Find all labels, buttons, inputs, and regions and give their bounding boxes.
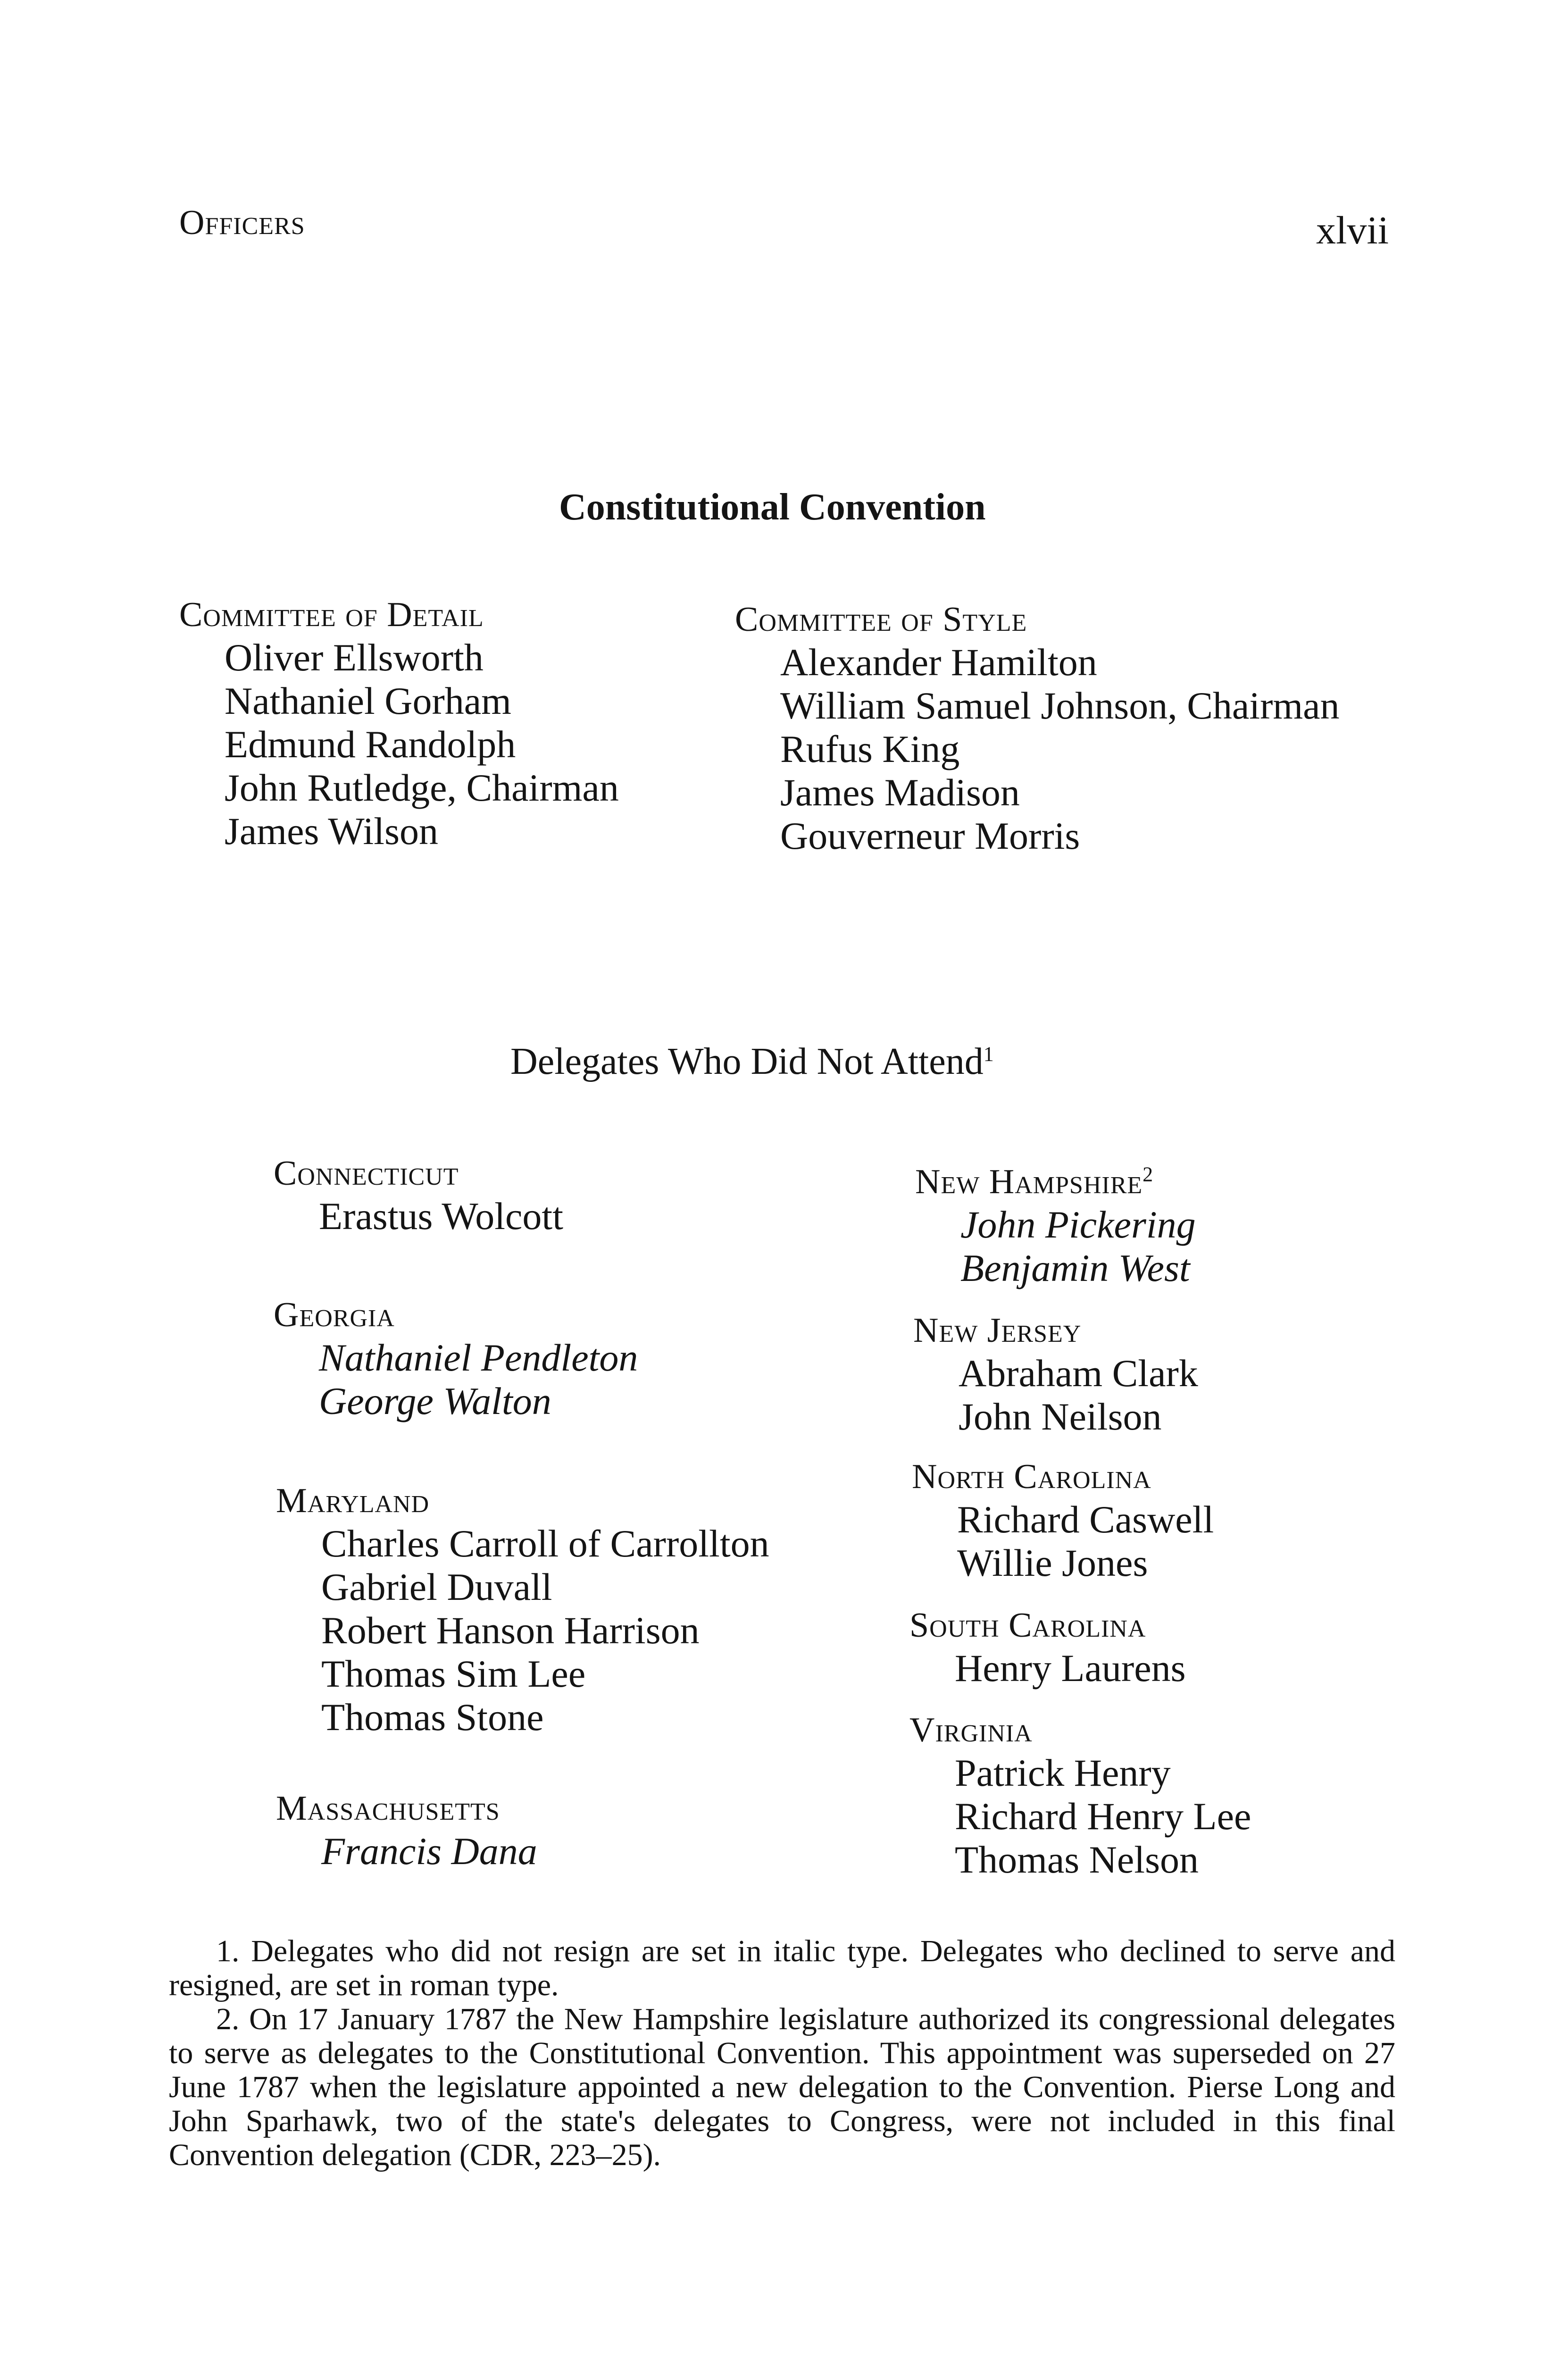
state-heading — [909, 1604, 1186, 1647]
state-block — [909, 1604, 1186, 1690]
delegate-name: John Neilson — [959, 1395, 1162, 1438]
committee-heading: Committee of Detail — [179, 595, 484, 634]
delegates-title-text: Delegates Who Did Not Attend — [510, 1041, 984, 1082]
delegate-name: Francis Dana — [321, 1830, 537, 1873]
committee-member: James Wilson — [225, 810, 439, 853]
delegate-list — [913, 1352, 1198, 1439]
delegate-name: Henry Laurens — [955, 1647, 1186, 1690]
delegate-name: Patrick Henry — [955, 1751, 1171, 1794]
footnotes — [169, 1934, 1395, 2172]
section-title: Constitutional Convention — [559, 486, 986, 528]
delegate-list — [909, 1751, 1251, 1882]
running-head: Officers — [179, 203, 305, 242]
footnote-ref-2: 2 — [1143, 1163, 1154, 1186]
footnote-ref-1: 1 — [983, 1042, 994, 1066]
committee-members — [179, 636, 619, 853]
delegate-list — [912, 1498, 1214, 1585]
delegate-list — [274, 1195, 563, 1238]
committee-member: Nathaniel Gorham — [225, 679, 511, 722]
delegate-name: Richard Caswell — [957, 1498, 1214, 1541]
state-name: South Carolina — [909, 1606, 1146, 1645]
delegate-list — [909, 1647, 1186, 1690]
committee-of-detail — [179, 594, 619, 853]
committee-member: John Rutledge, Chairman — [225, 766, 619, 809]
committee-member: Oliver Ellsworth — [225, 636, 484, 679]
committee-member: Rufus King — [780, 728, 960, 770]
delegate-list — [276, 1830, 537, 1873]
delegate-list — [276, 1522, 769, 1739]
delegate-name: John Pickering — [960, 1203, 1196, 1246]
delegate-name: Robert Hanson Harrison — [321, 1609, 700, 1652]
delegate-list — [274, 1336, 638, 1423]
delegates-title — [510, 1040, 994, 1083]
committee-heading: Committee of Style — [735, 600, 1027, 639]
delegate-name: Benjamin West — [960, 1246, 1190, 1289]
page-number: xlvii — [1316, 209, 1389, 252]
delegate-name: Thomas Stone — [321, 1696, 544, 1739]
state-name: Massachusetts — [276, 1789, 500, 1828]
committee-member: Gouverneur Morris — [780, 814, 1080, 857]
state-block — [274, 1152, 563, 1238]
state-block — [915, 1161, 1196, 1290]
delegate-name: George Walton — [319, 1380, 551, 1422]
committee-of-style — [735, 598, 1340, 858]
delegate-name: Thomas Sim Lee — [321, 1652, 586, 1695]
delegate-name: Gabriel Duvall — [321, 1565, 552, 1608]
state-name: Georgia — [274, 1296, 395, 1334]
state-heading — [915, 1161, 1196, 1203]
footnote-1: 1. Delegates who did not resign are set in italic type. Delegates who declined to serve and resigned, are set in roman type. — [169, 1934, 1395, 2002]
state-block — [913, 1309, 1198, 1439]
committee-members — [735, 641, 1340, 858]
delegate-list — [915, 1203, 1196, 1290]
state-heading — [274, 1152, 563, 1195]
state-heading — [909, 1709, 1251, 1751]
state-name: New Hampshire — [915, 1163, 1143, 1201]
state-name: Maryland — [276, 1481, 430, 1520]
delegate-name: Abraham Clark — [959, 1352, 1198, 1395]
state-heading — [913, 1309, 1198, 1352]
state-block — [276, 1480, 769, 1739]
footnote-2: 2. On 17 January 1787 the New Hampshire legislature authorized its congressional delegates to serve as delegates to the Constitutional Convention. This appointment was superseded on 27 June 1787 when the legislature appointed a new delegation to the Convention. Pierse Long and John Sparhawk, two of the state's delegates to Congress, were not included in this final Convention delegation (CDR, 223–25). — [169, 2002, 1395, 2172]
state-name: New Jersey — [913, 1311, 1082, 1350]
committee-member: William Samuel Johnson, Chairman — [780, 684, 1340, 727]
state-heading — [276, 1480, 769, 1522]
delegate-name: Erastus Wolcott — [319, 1195, 563, 1238]
state-block — [274, 1294, 638, 1423]
committee-member: James Madison — [780, 771, 1020, 814]
state-name: Virginia — [909, 1711, 1033, 1749]
committee-member: Alexander Hamilton — [780, 641, 1097, 684]
delegate-name: Willie Jones — [957, 1541, 1148, 1584]
delegate-name: Thomas Nelson — [955, 1838, 1199, 1881]
state-name: North Carolina — [912, 1457, 1151, 1496]
state-heading — [912, 1456, 1214, 1498]
state-block — [276, 1787, 537, 1873]
state-block — [912, 1456, 1214, 1585]
state-name: Connecticut — [274, 1154, 459, 1193]
committee-member: Edmund Randolph — [225, 723, 516, 766]
state-heading — [274, 1294, 638, 1336]
delegate-name: Charles Carroll of Carrollton — [321, 1522, 769, 1565]
state-heading — [276, 1787, 537, 1830]
delegate-name: Nathaniel Pendleton — [319, 1336, 638, 1379]
state-block — [909, 1709, 1251, 1882]
delegate-name: Richard Henry Lee — [955, 1795, 1251, 1838]
